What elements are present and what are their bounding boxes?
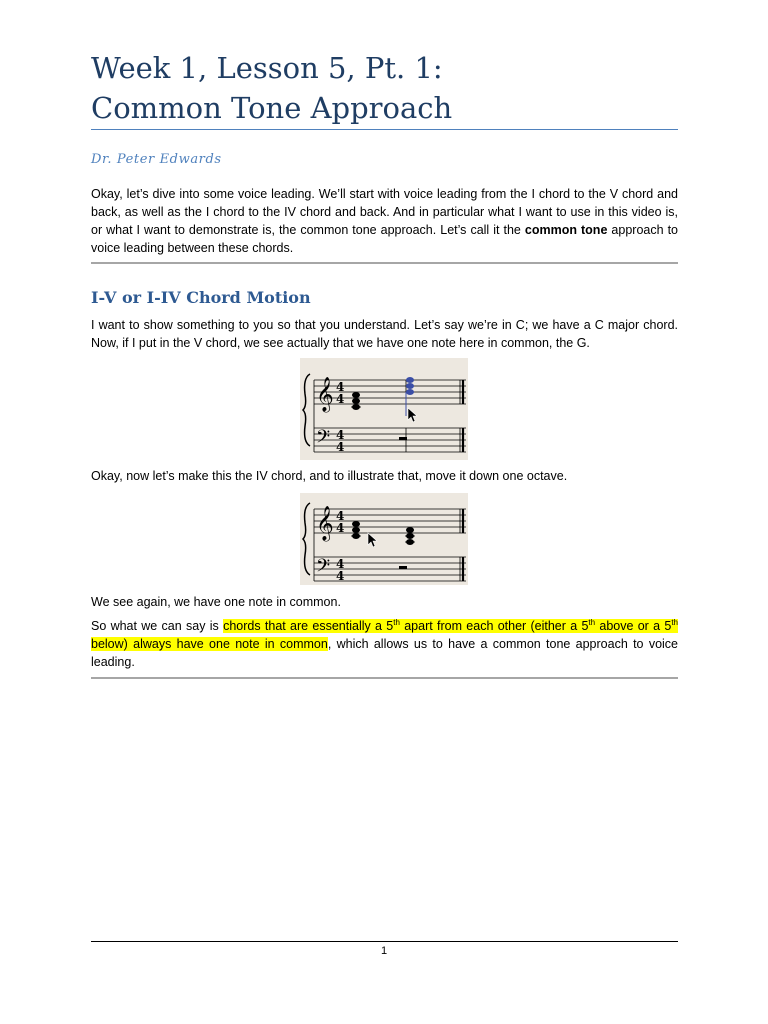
- page-number: 1: [380, 945, 388, 957]
- footer-rule: [91, 941, 678, 942]
- c-major-chord: [351, 521, 361, 539]
- hl-part-2: apart from each other (either a 5: [399, 619, 589, 633]
- treble-clef-icon: 𝄞: [316, 377, 334, 412]
- time-sig-bottom-treble: 4: [336, 392, 345, 406]
- paragraph-4: [91, 617, 678, 671]
- intro-bold-term: common tone: [524, 223, 608, 237]
- time-sig-bottom-bass: 4: [336, 440, 345, 454]
- section-heading: I-V or I-IV Chord Motion: [91, 288, 311, 307]
- c-major-chord: [351, 392, 361, 410]
- time-sig-top-bass: 4: [336, 557, 345, 571]
- music-score-i-to-iv: [300, 493, 468, 585]
- p4-text-before: So what we can say is: [91, 619, 224, 633]
- mouse-cursor-icon: [368, 533, 377, 547]
- f-major-chord: [405, 527, 415, 545]
- time-sig-bottom-treble: 4: [336, 521, 345, 535]
- time-sig-bottom-bass: 4: [336, 569, 345, 583]
- whole-rest: [399, 566, 407, 569]
- score-svg-1: [300, 358, 468, 460]
- paragraph-1: I want to show something to you so that you understand. Let’s say we’re in C; we have a C major chord. Now, if I put in the V chord, we see actually that we have one note here in common, the G.: [91, 318, 678, 350]
- whole-rest: [399, 437, 407, 440]
- hl-part-3: above or a 5: [595, 619, 672, 633]
- intro-text: Okay, let’s dive into some voice leading. We’ll start with voice leading from the I chord to the V chord and back, as well as the I chord to the IV chord and back. And in particular what I want to use in this video is, or what I want to demonstrate is, the common tone approach. Let’s call it the: [91, 187, 678, 237]
- author-name: Dr. Peter Edwards: [91, 152, 222, 167]
- section-divider-2: [91, 677, 678, 679]
- intro-paragraph: [91, 185, 678, 257]
- bass-clef-icon: 𝄢: [316, 427, 331, 452]
- title-line-2: Common Tone Approach: [91, 91, 453, 125]
- time-sig-top-treble: 4: [336, 380, 345, 394]
- intro-text-after: approach to voice leading between these chords.: [91, 223, 678, 255]
- document-title: [91, 48, 691, 128]
- treble-clef-icon: 𝄞: [316, 506, 334, 541]
- hl-part-1: chords that are essentially a 5: [223, 619, 394, 633]
- bass-clef-icon: 𝄢: [316, 556, 331, 581]
- hl-part-4: below) always have one note in common: [91, 637, 328, 651]
- time-sig-top-bass: 4: [336, 428, 345, 442]
- title-line-1: Week 1, Lesson 5, Pt. 1:: [91, 51, 443, 85]
- paragraph-3: We see again, we have one note in common.: [91, 595, 341, 609]
- title-rule: [91, 129, 678, 130]
- music-score-i-to-v: [300, 358, 468, 460]
- section-divider-1: [91, 262, 678, 264]
- sup-3: th: [671, 617, 678, 627]
- mouse-cursor-icon: [408, 408, 417, 422]
- p4-text-after: , which allows us to have a common tone approach to voice leading.: [91, 637, 678, 669]
- score-svg-2: [300, 493, 468, 585]
- time-sig-top-treble: 4: [336, 509, 345, 523]
- sup-1: th: [393, 617, 400, 627]
- paragraph-2: Okay, now let’s make this the IV chord, and to illustrate that, move it down one octave.: [91, 469, 568, 483]
- sup-2: th: [588, 617, 596, 627]
